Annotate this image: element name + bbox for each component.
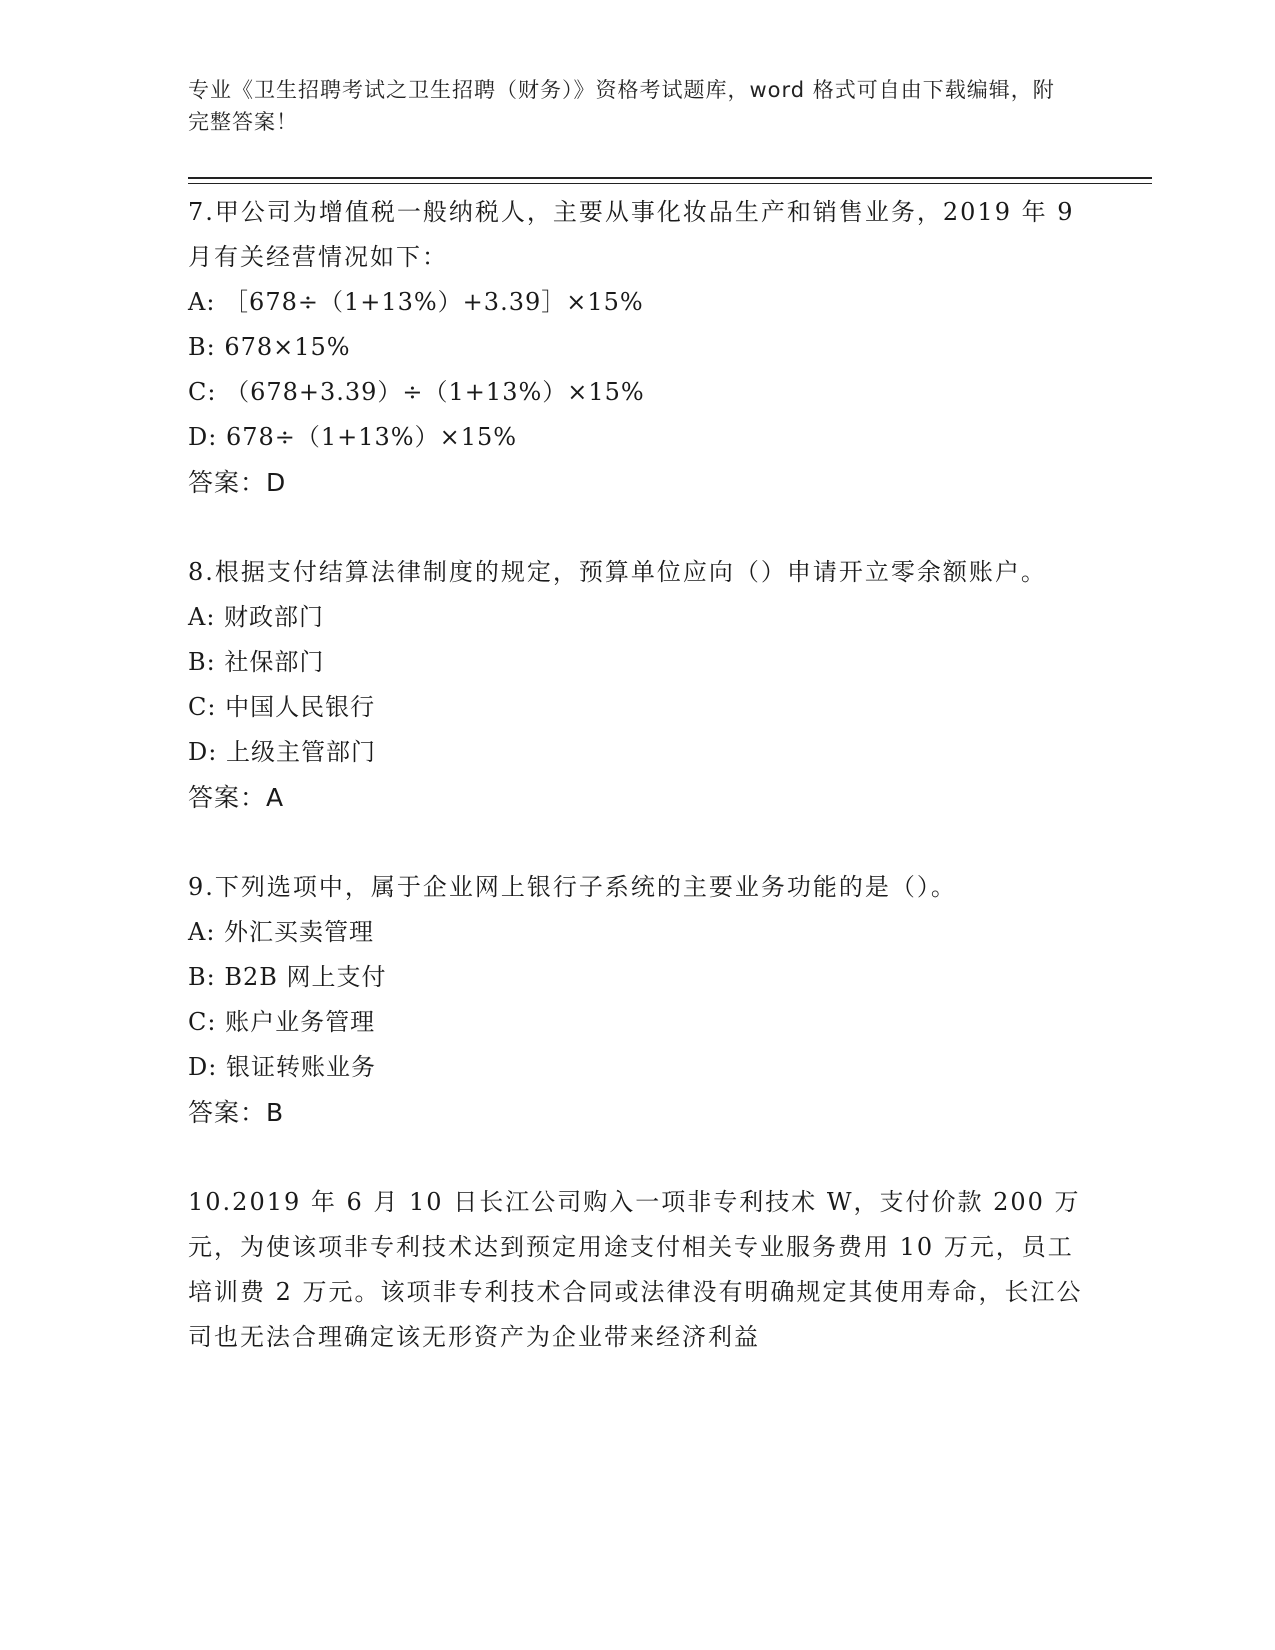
option-d: D: 上级主管部门 xyxy=(188,738,376,766)
question-7 xyxy=(188,190,1088,505)
answer-line: 答案：B xyxy=(188,1098,285,1127)
option-c: C: 账户业务管理 xyxy=(188,1008,376,1036)
answer-line: 答案：A xyxy=(188,783,285,812)
option-b: B: 社保部门 xyxy=(188,648,325,676)
question-8 xyxy=(188,550,1088,820)
question-10 xyxy=(188,1180,1088,1360)
question-stem: 9.下列选项中，属于企业网上银行子系统的主要业务功能的是（）。 xyxy=(188,873,957,901)
option-a: A: ［678÷（1+13%）+3.39］×15% xyxy=(188,288,644,316)
option-c: C: 中国人民银行 xyxy=(188,693,376,721)
question-stem: 8.根据支付结算法律制度的规定，预算单位应向（）申请开立零余额账户。 xyxy=(188,558,1047,586)
option-a: A: 外汇买卖管理 xyxy=(188,918,375,946)
document-header: 专业《卫生招聘考试之卫生招聘（财务）》资格考试题库，word 格式可自由下载编辑，附完整答案！ xyxy=(188,78,1055,134)
question-list xyxy=(188,190,1088,1405)
answer-line: 答案：D xyxy=(188,468,287,497)
option-c: C: （678+3.39）÷（1+13%）×15% xyxy=(188,378,645,406)
header-divider-thick xyxy=(188,177,1152,179)
option-a: A: 财政部门 xyxy=(188,603,325,631)
option-b: B: 678×15% xyxy=(188,333,351,361)
question-stem: 10.2019 年 6 月 10 日长江公司购入一项非专利技术 W，支付价款 200 万元，为使该项非专利技术达到预定用途支付相关专业服务费用 10 万元，员工培训费 2 万元。该项非专利技术合同或法律没有明确规定其使用寿命，长江公司也无法合理确定该无形资产为企业带来经济利益 xyxy=(188,1188,1083,1351)
question-9 xyxy=(188,865,1088,1135)
option-d: D: 银证转账业务 xyxy=(188,1053,376,1081)
question-stem: 7.甲公司为增值税一般纳税人，主要从事化妆品生产和销售业务，2019 年 9 月有关经营情况如下： xyxy=(188,198,1075,271)
header-divider-thin xyxy=(188,183,1152,184)
option-b: B: B2B 网上支付 xyxy=(188,963,387,991)
option-d: D: 678÷（1+13%）×15% xyxy=(188,423,518,451)
